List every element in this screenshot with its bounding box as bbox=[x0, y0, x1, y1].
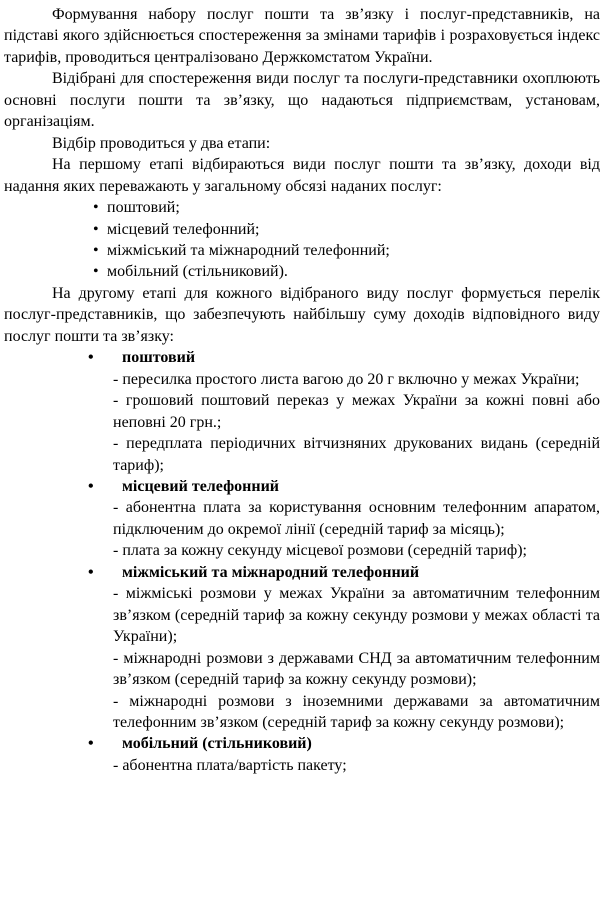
list-item bbox=[113, 733, 600, 776]
service-detail: - грошовий поштовий переказ у межах України за кожні повні або неповні 20 грн.; bbox=[113, 392, 600, 431]
service-group-title: • поштовий bbox=[122, 349, 196, 367]
list-item bbox=[113, 347, 600, 476]
intro-paragraph-4: На першому етапі відбираються види послуг пошти та зв’язку, доходи від надання яких переважають у загальному обсязі наданих послуг: bbox=[4, 156, 600, 195]
service-detail: - абонентна плата/вартість пакету; bbox=[113, 756, 347, 774]
intro-paragraph-3: Відбір проводиться у два етапи: bbox=[52, 134, 271, 152]
service-detail: - міжнародні розмови з іноземними державами за автоматичним телефонним зв’язком (середній тариф за кожну секунду розмови); bbox=[113, 692, 600, 731]
stage1-services-list bbox=[4, 197, 600, 283]
service-group-title: • місцевий телефонний bbox=[122, 477, 280, 495]
list-item: • міжміський та міжнародний телефонний; bbox=[107, 240, 600, 261]
list-item: • поштовий; bbox=[107, 197, 600, 218]
service-detail: - міжнародні розмови з державами СНД за автоматичним телефонним зв’язком (середній тариф за кожну секунду розмови); bbox=[113, 649, 600, 689]
intro-paragraph-1: Формування набору послуг пошти та зв’язку і послуг-представників, на підставі якого здійснюється спостереження за змінами тарифів і розраховується індекс тарифів, проводиться централізовано Держкомстатом України. bbox=[4, 6, 600, 66]
intro-paragraph-2: Відібрані для спостереження види послуг та послуги-представники охоплюють основні послуги пошти та зв’язку, що надаються підприємствам, установам, організаціям. bbox=[4, 70, 600, 131]
list-item: • мобільний (стільниковий). bbox=[107, 261, 600, 282]
service-detail: - плата за кожну секунду місцевої розмови (середній тариф); bbox=[113, 542, 527, 560]
service-detail: - пересилка простого листа вагою до 20 г включно у межах України; bbox=[113, 370, 580, 388]
stage2-services-list bbox=[4, 347, 600, 776]
service-detail: - міжміські розмови у межах України за автоматичним телефонним зв’язком (середній тариф за кожну секунду розмови у межах області та України); bbox=[113, 585, 600, 646]
service-detail: - передплата періодичних вітчизняних друкованих видань (середній тариф); bbox=[113, 435, 600, 474]
service-group-title: • міжміський та міжнародний телефонний bbox=[122, 563, 420, 581]
stage2-paragraph: На другому етапі для кожного відібраного виду послуг формується перелік послуг-представників, що забезпечують найбільшу суму доходів відповідного виду послуг пошти та зв’язку: bbox=[4, 284, 600, 345]
service-group-title: • мобільний (стільниковий) bbox=[122, 735, 312, 753]
list-item bbox=[113, 476, 600, 562]
service-detail: - абонентна плата за користування основним телефонним апаратом, підключеним до окремої лінії (середній тариф за місяць); bbox=[113, 499, 600, 538]
list-item bbox=[113, 562, 600, 734]
list-item: • місцевий телефонний; bbox=[107, 219, 600, 240]
